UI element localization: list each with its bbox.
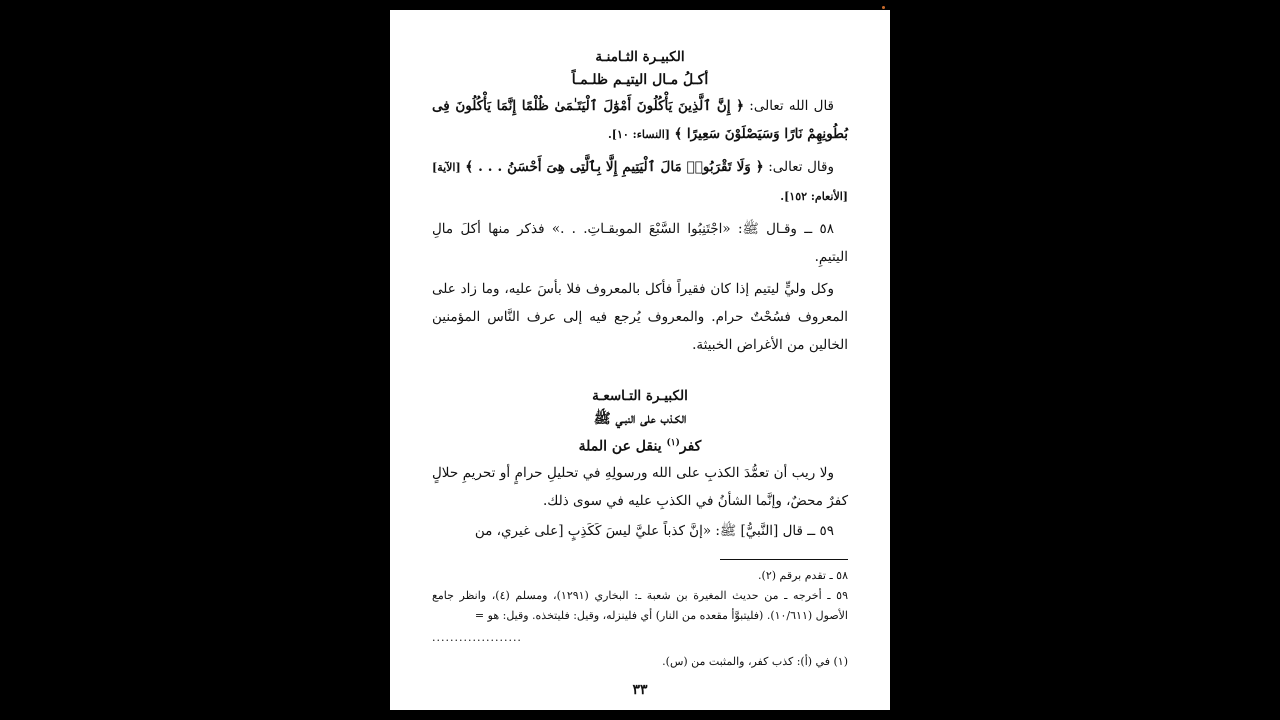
verse-2-intro: وقال تعالى: [768, 159, 834, 175]
book-page [390, 10, 890, 710]
section-9-subtitle: الكـذب على النبـي ﷺ [593, 411, 687, 427]
subtitle-2-before: كفر [679, 438, 702, 455]
subtitle-2-after: ينقل عن الملة [578, 438, 667, 455]
footnote-58: ٥٨ ـ تقدم برقم (٢). [758, 568, 848, 582]
footnote-divider [720, 559, 848, 560]
hadith-59: ٥٩ ــ قال [النَّبيُّ] ﷺ: «إنَّ كذباً عليَّ ليسَ كَكَذِبٍ [على غيري، من [474, 522, 834, 539]
section-8-paragraph: وكل وليٍّ ليتيم إذا كان فقيراً فأكل بالمعروف فلا بأسَ عليه، وما زاد على المعروف فسُحْتٌ حرام. والمعروف يُرجع فيه إلى عرف النَّاس المؤمنين الخالين من الأغراض الخبيثة. [432, 281, 848, 353]
footnote-dots: .................... [432, 630, 522, 644]
footnote-marker[interactable]: (١) [666, 438, 680, 448]
verse-2-text: ﴿ وَلَا تَقْرَبُوا۟ مَالَ ٱلْيَتِيمِ إِلَّا بِٱلَّتِى هِىَ أَحْسَنُ . . . ﴾ [465, 159, 764, 175]
verse-1-ref: [النساء: ١٠]. [607, 128, 671, 141]
footnote-59: ٥٩ ـ أخرجه ـ من حديث المغيرة بن شعبة ـ: البخاري (١٢٩١)، ومسلم (٤)، وانظر جامع الأصول (١٠/٦١١). (فليتبوَّأ مقعده من النار) أي فلينزله، وقيل: فليتخذه. وقيل: هو = [432, 588, 848, 622]
footnote-1: (١) في (أ): كذب كفر، والمثبت من (س). [662, 654, 848, 668]
page-number: ٣٣ [632, 682, 648, 698]
section-9-paragraph: ولا ريب أن تعمُّدَ الكذبِ على الله ورسولِهِ في تحليلِ حرامٍ أو تحريمِ حلالٍ كفرٌ محضٌ، وإنَّما الشأنُ في الكذبِ عليه في سوى ذلك. [432, 464, 848, 509]
verse-2-ref: [الآية] [الأنعام: ١٥٢]. [432, 161, 848, 203]
section-8-title: الكبيـرة الثـامنـة [595, 49, 685, 65]
corner-marker [882, 6, 885, 9]
section-8-subtitle: أكـلُ مـال اليتيـم ظلـمـاً [571, 72, 709, 88]
section-9-subtitle-2 [432, 431, 848, 459]
verse-1-intro: قال الله تعالى: [749, 98, 835, 114]
section-9-title: الكبيـرة التـاسعـة [592, 388, 688, 404]
verse-1-text: ﴿ إِنَّ ٱلَّذِينَ يَأْكُلُونَ أَمْوَٰلَ ٱلْيَتَـٰمَىٰ ظُلْمًا إِنَّمَا يَأْكُلُونَ فِى بُطُونِهِمْ نَارًا وَسَيَصْلَوْنَ سَعِيرًا ﴾ [432, 98, 848, 142]
verse-1 [432, 92, 848, 149]
verse-2 [432, 153, 848, 211]
hadith-58: ٥٨ ــ وقـال ﷺ: «اجْتَنِبُوا السَّبْعَ الموبقـاتِ. . .» فذكر منها أكلَ مالِ اليتيمِ. [432, 221, 848, 265]
footnotes [432, 566, 848, 672]
